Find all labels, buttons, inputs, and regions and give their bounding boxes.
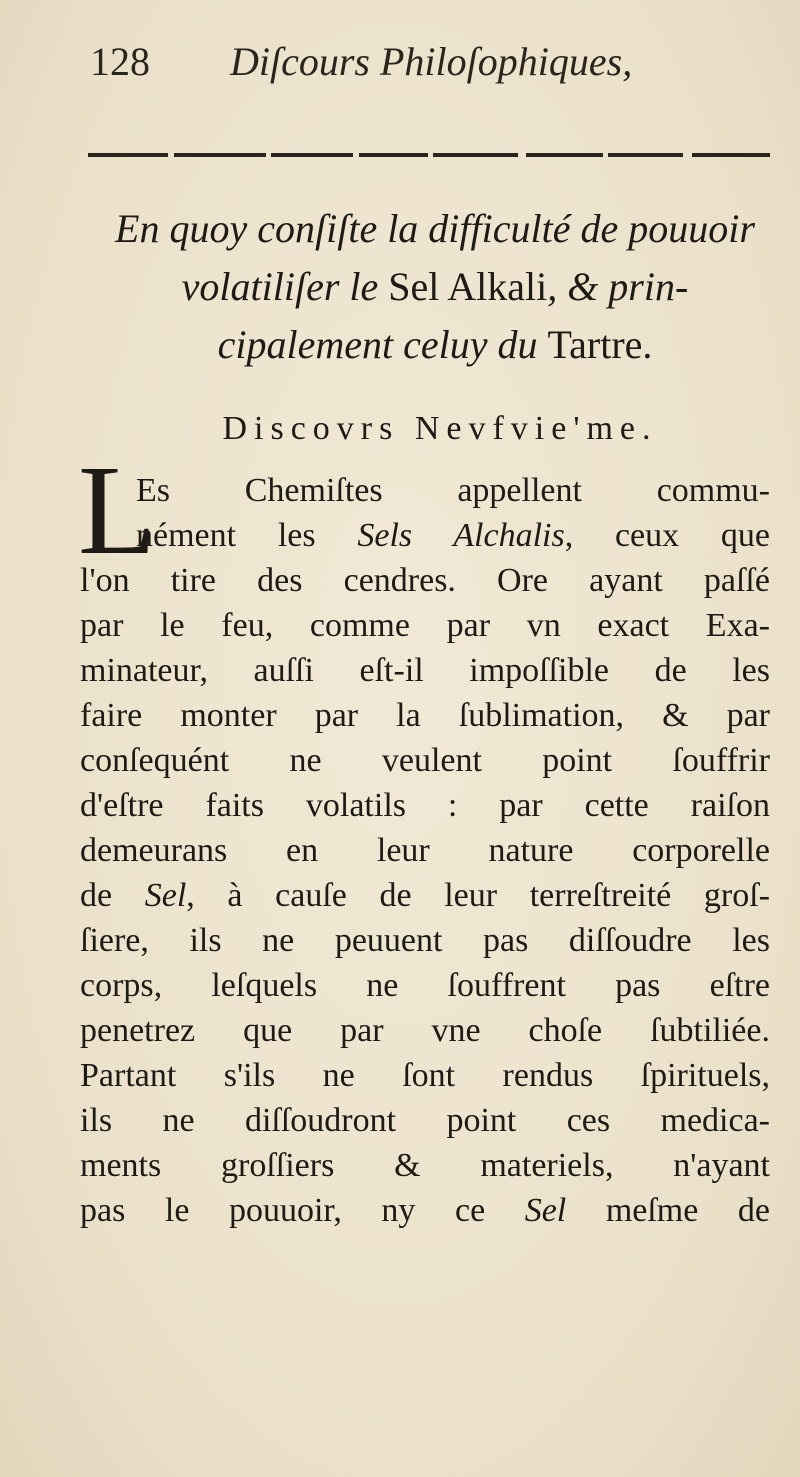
heading-part-3: Sel Alkali: [388, 264, 548, 309]
text-line: [80, 963, 770, 1008]
line-text: penetrez que par vne choſe ſubtiliée.: [80, 1012, 770, 1049]
heading-part-2: volatiliſer le: [181, 264, 389, 309]
line-text: de: [80, 877, 145, 914]
text-line: [80, 1053, 770, 1098]
line-text: minateur, auſſi eſt-il impoſſible de les: [80, 652, 770, 689]
line-text: nément les: [136, 517, 358, 554]
line-text: l'on tire des cendres. Ore ayant paſſé: [80, 562, 770, 599]
line-text: , à cauſe de leur terreſtreité groſ-: [186, 877, 770, 914]
line-text: Partant s'ils ne ſont rendus ſpirituels,: [80, 1057, 770, 1094]
line-text: ments groſſiers & materiels, n'ayant: [80, 1147, 770, 1184]
text-line: [80, 603, 770, 648]
line-italic: Sels Alchalis: [357, 517, 565, 554]
text-line: [80, 783, 770, 828]
text-line: [80, 738, 770, 783]
line-text: par le feu, comme par vn exact Exa-: [80, 607, 770, 644]
text-line: [80, 1188, 770, 1233]
text-line: [80, 558, 770, 603]
heading-part-6: Tartre.: [547, 322, 653, 367]
text-line: [80, 1008, 770, 1053]
line-text: ils ne diſſoudront point ces medica-: [80, 1102, 770, 1139]
line-text: faire monter par la ſublimation, & par: [80, 697, 770, 734]
drop-cap: L: [78, 439, 157, 581]
text-line: [80, 1098, 770, 1143]
heading-part-4: , & prin-: [547, 264, 689, 309]
text-line: [80, 1143, 770, 1188]
text-line: [80, 828, 770, 873]
line-text: meſme de: [566, 1192, 770, 1229]
line-text: demeurans en leur nature corporelle: [80, 832, 770, 869]
body-text: [80, 468, 770, 1233]
line-text: pas le pouuoir, ny ce: [80, 1192, 525, 1229]
heading-part-1: En quoy conſiſte la difficulté de pouuoir: [115, 206, 755, 251]
text-line: [80, 513, 770, 558]
line-italic: Sel: [144, 877, 187, 914]
text-line: [80, 468, 770, 513]
line-text: ſiere, ils ne peuuent pas diſſoudre les: [80, 922, 770, 959]
running-head: [90, 38, 750, 98]
line-text: d'eſtre faits volatils : par cette raiſon: [80, 787, 770, 824]
heading-part-5: cipalement celuy du: [217, 322, 548, 367]
line-text: , ceux que: [564, 517, 770, 554]
text-line: [80, 693, 770, 738]
running-title: Diſcours Philoſophiques,: [230, 39, 633, 84]
chapter-heading: [110, 200, 760, 374]
text-line: [80, 918, 770, 963]
line-text: Es Chemiſtes appellent commu-: [136, 472, 770, 509]
page-number: 128: [90, 39, 150, 84]
text-line: [80, 873, 770, 918]
text-line: [80, 648, 770, 693]
line-italic: Sel: [524, 1192, 567, 1229]
line-text: conſequént ne veulent point ſouffrir: [80, 742, 770, 779]
line-text: corps, leſquels ne ſouffrent pas eſtre: [80, 967, 770, 1004]
ornamental-rule: [88, 150, 770, 160]
discourse-subtitle: Discovrs Nevfvie'me.: [222, 410, 658, 447]
